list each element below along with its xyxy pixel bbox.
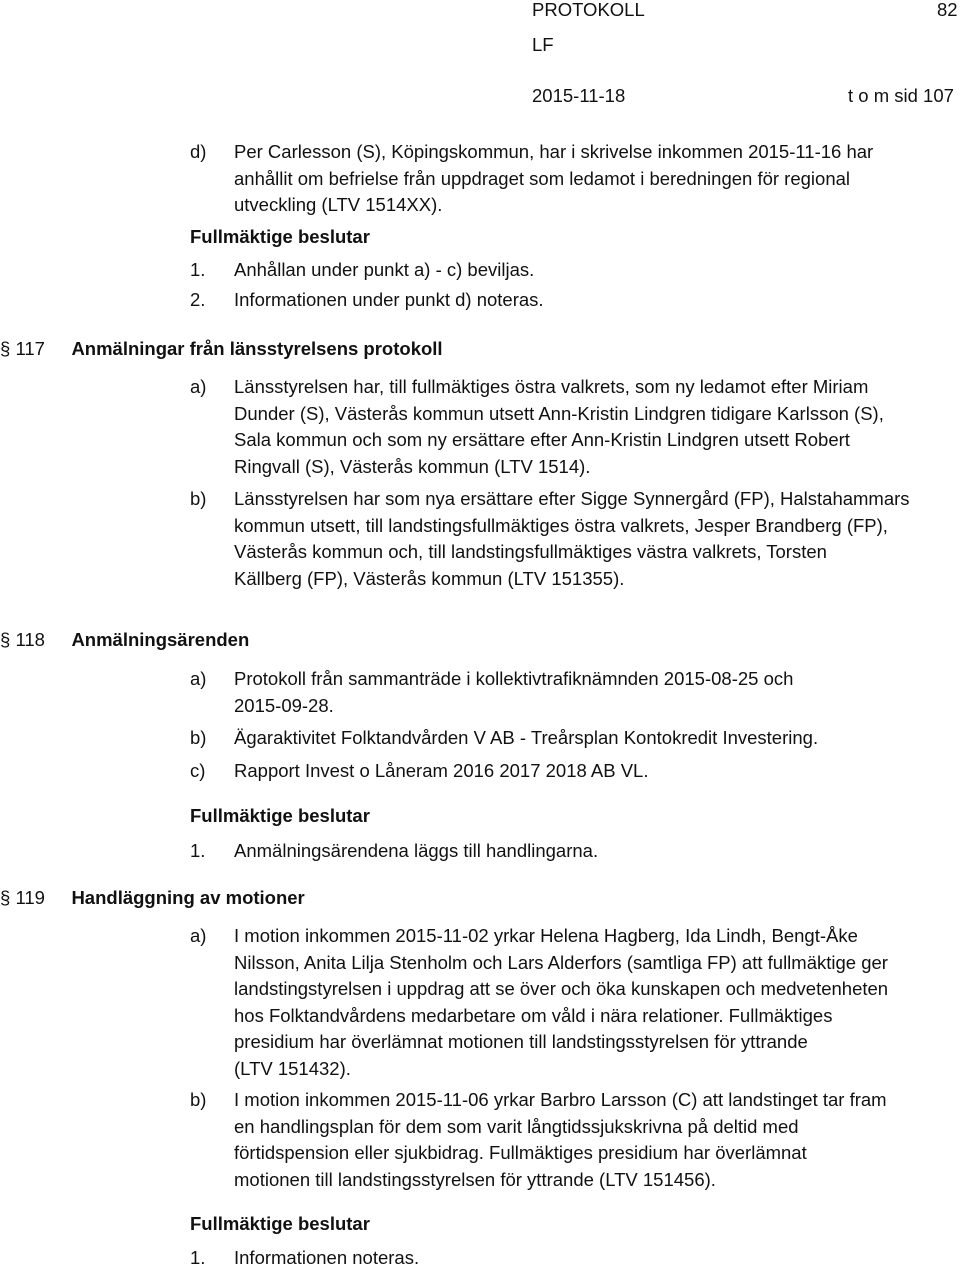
decision-text: Anmälningsärendena läggs till handlingarna. — [234, 840, 599, 861]
text-line: 2015-09-28. — [234, 694, 334, 716]
text-line: utveckling (LTV 1514XX). — [234, 194, 443, 215]
text-line: förtidspension eller sjukbidrag. Fullmäktiges presidium har överlämnat — [234, 1142, 807, 1163]
text-line: (LTV 151432). — [234, 1057, 351, 1079]
text-line: I motion inkommen 2015-11-02 yrkar Helena Hagberg, Ida Lindh, Bengt-Åke — [234, 925, 858, 946]
decision-text: Informationen noteras. — [234, 1247, 420, 1268]
section-title: Handläggning av motioner — [71, 887, 305, 908]
decision-heading: Fullmäktige beslutar — [190, 1213, 370, 1234]
text-line: Västerås kommun och, till landstingsfullmäktiges västra valkrets, Torsten — [234, 541, 827, 562]
text-line: en handlingsplan för dem som varit långtidssjukskrivna på deltid med — [234, 1115, 799, 1137]
section-title: Anmälningsärenden — [71, 629, 250, 650]
text-line: Dunder (S), Västerås kommun utsett Ann-Kristin Lindgren tidigare Karlsson (S), — [234, 402, 884, 424]
decision-text: Informationen under punkt d) noteras. — [234, 289, 544, 310]
item-label: b) — [190, 488, 207, 509]
item-text: Ägaraktivitet Folktandvården V AB - Treårsplan Kontokredit Investering. — [234, 727, 819, 748]
item-text — [234, 139, 873, 219]
page-range: t o m sid 107 — [848, 85, 954, 106]
text-line: I motion inkommen 2015-11-06 yrkar Barbro Larsson (C) att landstinget tar fram — [234, 1089, 887, 1110]
text-line: Protokoll från sammanträde i kollektivtrafiknämnden 2015-08-25 och — [234, 668, 794, 689]
section-symbol: § — [0, 338, 11, 359]
decision-number: 1. — [190, 259, 206, 280]
item-label: d) — [190, 141, 207, 162]
item-text — [234, 374, 884, 480]
section-heading — [0, 885, 305, 912]
section-number: 118 — [15, 629, 45, 650]
page-number: 82 — [937, 0, 958, 20]
doc-type: PROTOKOLL — [532, 0, 645, 20]
section-symbol: § — [0, 629, 11, 650]
decision-heading: Fullmäktige beslutar — [190, 805, 370, 826]
text-line: Nilsson, Anita Lilja Stenholm och Lars Alderfors (samtliga FP) att fullmäktige ger — [234, 951, 888, 973]
text-line: kommun utsett, till landstingsfullmäktiges östra valkrets, Jesper Brandberg (FP), — [234, 514, 888, 536]
decision-number: 1. — [190, 840, 206, 861]
item-text — [234, 1087, 887, 1193]
item-label: a) — [190, 376, 207, 397]
text-line: Sala kommun och som ny ersättare efter Ann-Kristin Lindgren utsett Robert — [234, 429, 850, 450]
section-symbol: § — [0, 887, 11, 908]
text-line: hos Folktandvårdens medarbetare om våld i nära relationer. Fullmäktiges — [234, 1004, 833, 1026]
text-line: landstingstyrelsen i uppdrag att se över och öka kunskapen och medvetenheten — [234, 978, 889, 999]
text-line: Länsstyrelsen har som nya ersättare efter Sigge Synnergård (FP), Halstahammars — [234, 488, 910, 509]
text-line: Länsstyrelsen har, till fullmäktiges östra valkrets, som ny ledamot efter Miriam — [234, 376, 869, 397]
decision-number: 1. — [190, 1247, 206, 1268]
item-label: a) — [190, 925, 207, 946]
protocol-date: 2015-11-18 — [532, 85, 626, 106]
text-line: presidium har överlämnat motionen till landstingsstyrelsen för yttrande — [234, 1031, 808, 1052]
item-text — [234, 923, 888, 1082]
item-text — [234, 486, 910, 592]
decision-number: 2. — [190, 289, 206, 310]
item-label: c) — [190, 760, 206, 781]
item-text — [234, 666, 793, 719]
text-line: anhållit om befrielse från uppdraget som ledamot i beredningen för regional — [234, 167, 851, 189]
section-number: 119 — [15, 887, 45, 908]
item-label: a) — [190, 668, 207, 689]
decision-text: Anhållan under punkt a) - c) beviljas. — [234, 259, 535, 280]
item-label: b) — [190, 727, 207, 748]
text-line: motionen till landstingsstyrelsen för yttrande (LTV 151456). — [234, 1168, 716, 1190]
section-number: 117 — [15, 338, 45, 359]
text-line: Per Carlesson (S), Köpingskommun, har i skrivelse inkommen 2015-11-16 har — [234, 141, 874, 162]
text-line: Ringvall (S), Västerås kommun (LTV 1514). — [234, 455, 591, 477]
org-code: LF — [532, 34, 554, 55]
text-line: Källberg (FP), Västerås kommun (LTV 151355). — [234, 567, 625, 589]
section-title: Anmälningar från länsstyrelsens protokoll — [71, 338, 443, 359]
decision-heading: Fullmäktige beslutar — [190, 226, 370, 247]
item-text: Rapport Invest o Låneram 2016 2017 2018 AB VL. — [234, 760, 649, 781]
section-heading — [0, 336, 443, 363]
item-label: b) — [190, 1089, 207, 1110]
section-heading — [0, 627, 249, 654]
